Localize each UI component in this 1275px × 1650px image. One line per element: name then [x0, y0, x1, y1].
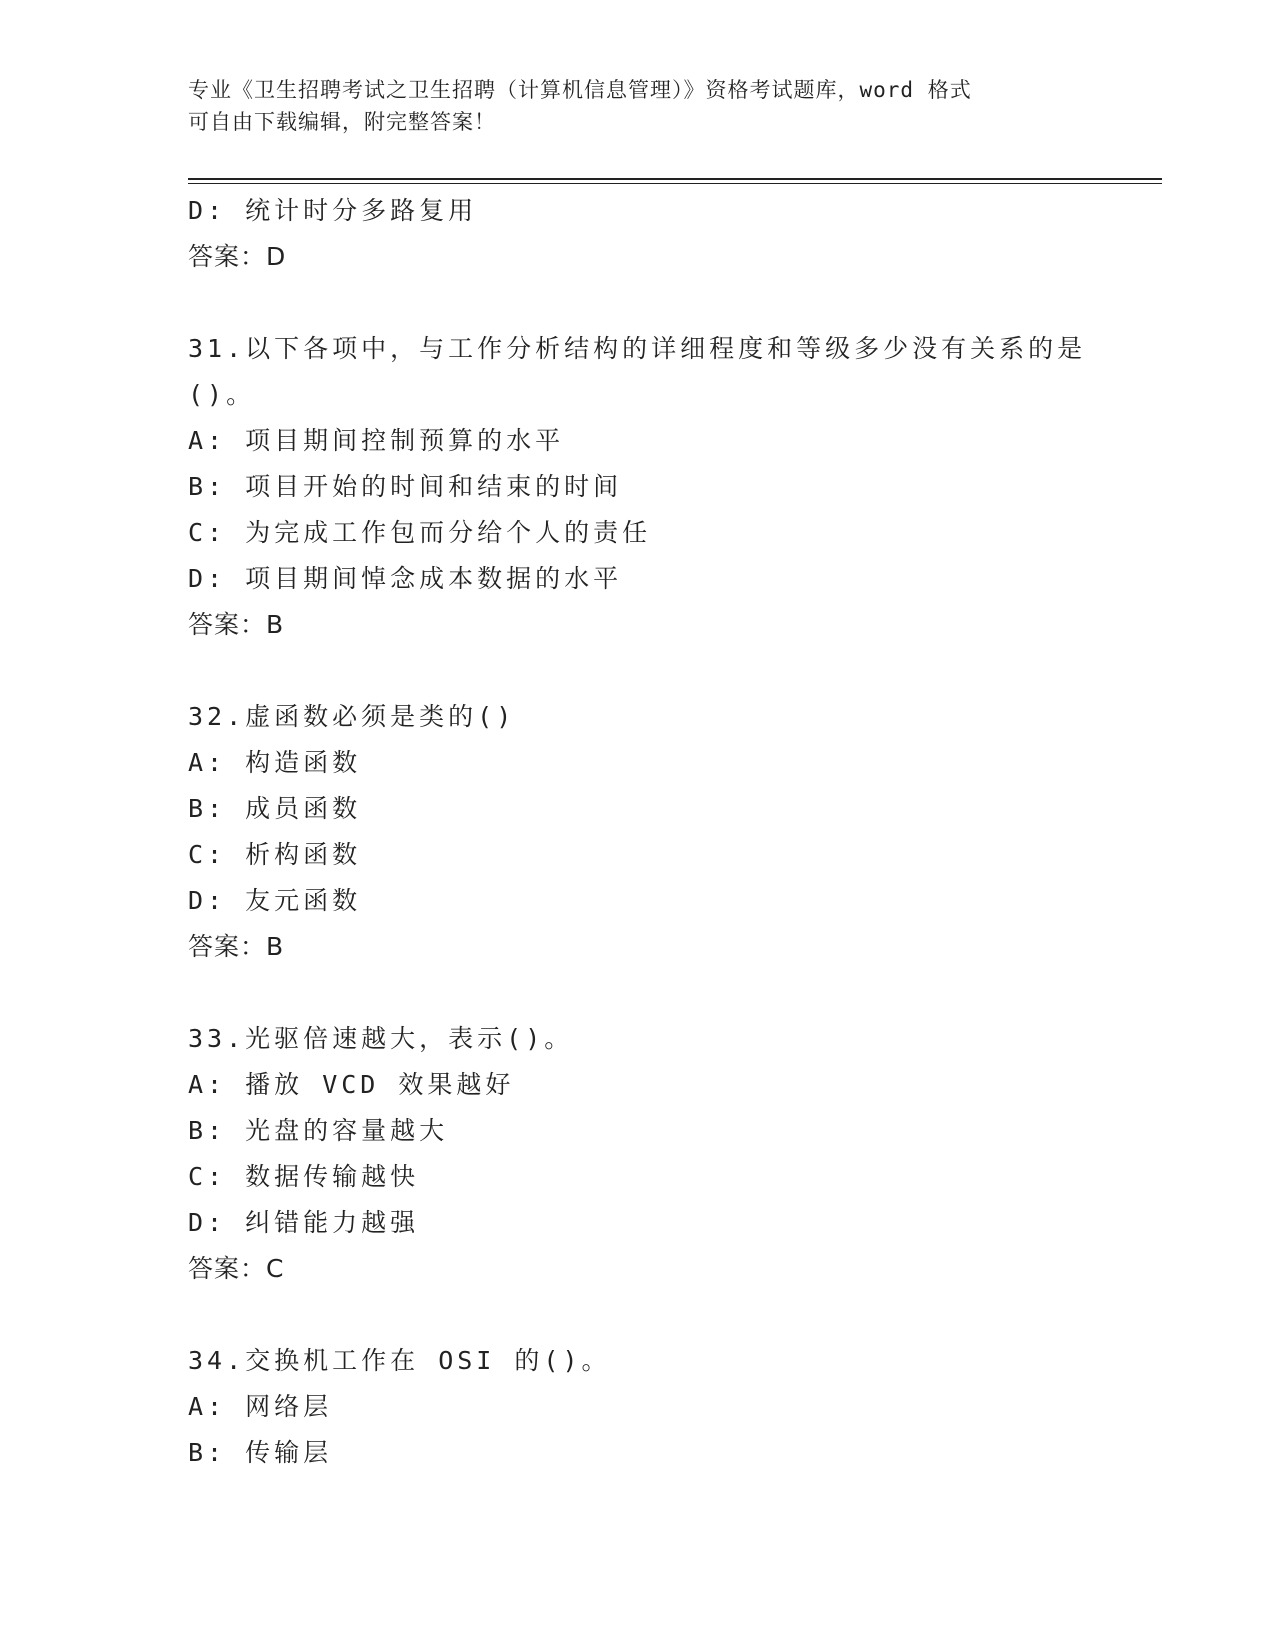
question-34	[188, 1338, 1088, 1476]
question-33	[188, 1016, 1088, 1292]
option-a: A: 网络层	[188, 1392, 333, 1421]
option-d: D: 统计时分多路复用	[188, 196, 478, 225]
header-divider-thick	[188, 178, 1162, 180]
header-line-1: 专业《卫生招聘考试之卫生招聘（计算机信息管理）》资格考试题库，word 格式	[188, 78, 972, 102]
document-header	[188, 74, 1088, 138]
question-stem-cont: ()。	[188, 380, 256, 409]
option-a: A: 构造函数	[188, 748, 362, 777]
answer: 答案：B	[188, 610, 285, 639]
answer: 答案：D	[188, 242, 287, 271]
option-b: B: 成员函数	[188, 794, 362, 823]
option-b: B: 光盘的容量越大	[188, 1116, 449, 1145]
question-stem: 33.光驱倍速越大，表示()。	[188, 1024, 574, 1053]
question-stem: 34.交换机工作在 OSI 的()。	[188, 1346, 611, 1375]
option-b: B: 项目开始的时间和结束的时间	[188, 472, 623, 501]
option-d: D: 友元函数	[188, 886, 362, 915]
question-31	[188, 326, 1088, 648]
option-d: D: 纠错能力越强	[188, 1208, 420, 1237]
question-32	[188, 694, 1088, 970]
option-d: D: 项目期间悼念成本数据的水平	[188, 564, 623, 593]
option-c: C: 数据传输越快	[188, 1162, 420, 1191]
option-b: B: 传输层	[188, 1438, 333, 1467]
option-c: C: 析构函数	[188, 840, 362, 869]
spacer	[188, 970, 1088, 1016]
question-list	[188, 188, 1088, 1476]
option-a: A: 项目期间控制预算的水平	[188, 426, 565, 455]
answer: 答案：B	[188, 932, 285, 961]
spacer	[188, 280, 1088, 326]
header-divider-thin	[188, 183, 1162, 184]
option-c: C: 为完成工作包而分给个人的责任	[188, 518, 652, 547]
option-a: A: 播放 VCD 效果越好	[188, 1070, 515, 1099]
question-stem: 31.以下各项中，与工作分析结构的详细程度和等级多少没有关系的是	[188, 334, 1087, 363]
spacer	[188, 1292, 1088, 1338]
spacer	[188, 648, 1088, 694]
question-stem: 32.虚函数必须是类的()	[188, 702, 516, 731]
header-line-2: 可自由下载编辑，附完整答案！	[188, 110, 496, 134]
answer: 答案：C	[188, 1254, 285, 1283]
